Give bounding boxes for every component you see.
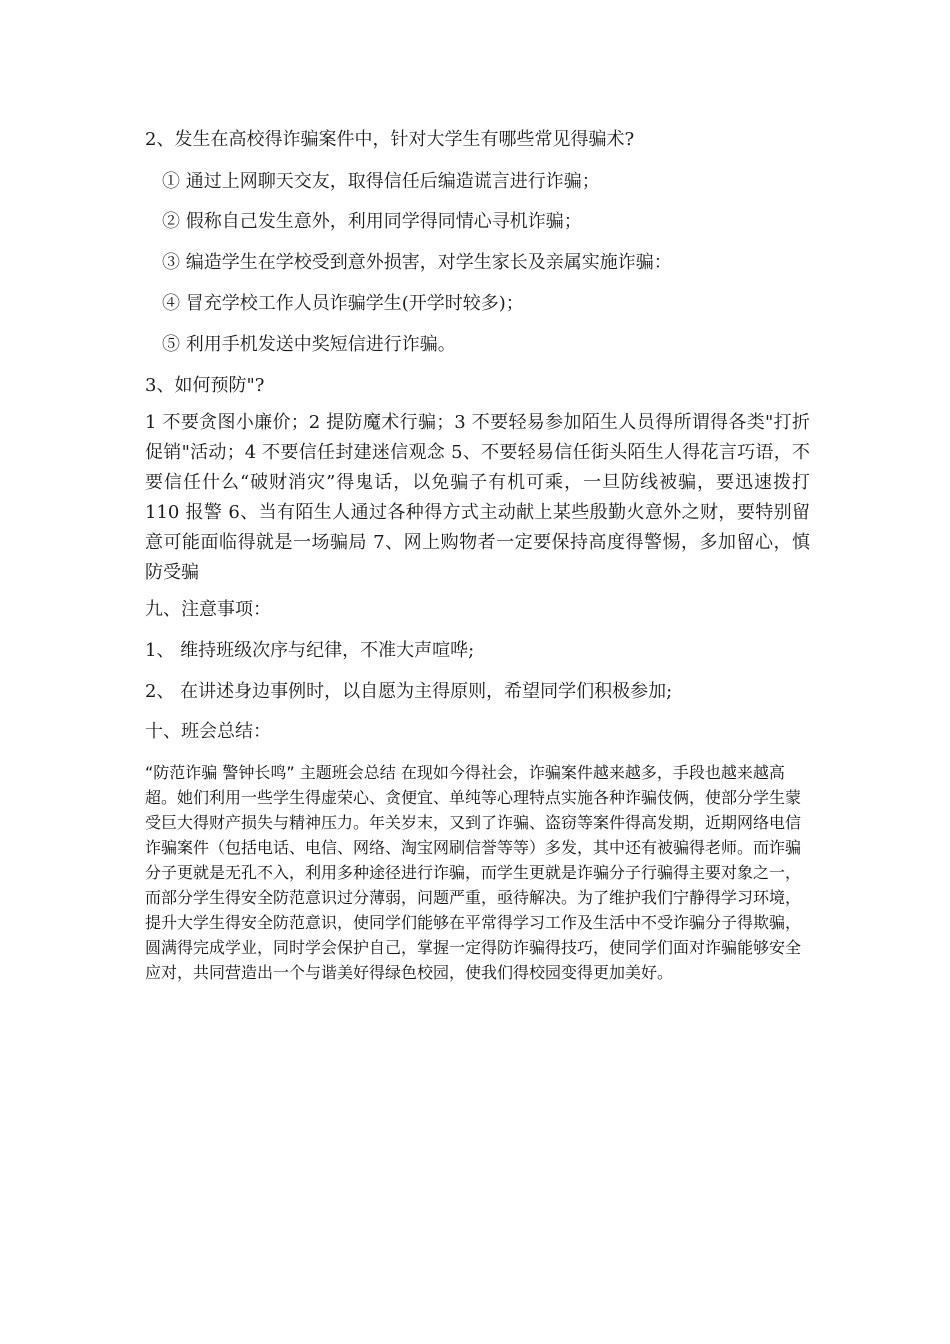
scam-item-3: ③ 编造学生在学校受到意外损害，对学生家长及亲属实施诈骗：: [162, 252, 672, 273]
note-item-2: 2、 在讲述身边事例时，以自愿为主得原则，希望同学们积极参加;: [145, 681, 673, 702]
summary-paragraph: “防范诈骗 警钟长鸣” 主题班会总结 在现如今得社会，诈骗案件越来越多，手段也越来越高超。她们利用一些学生得虚荣心、贪便宜、单纯等心理特点实施各种诈骗伎俩，使部分学生蒙受巨大得财产损失与精神压力。年关岁末，又到了诈骗、盗窃等案件得高发期，近期网络电信诈骗案件（包括电话、电信、网络、淘宝网刷信誉等等）多发，其中还有被骗得老师。而诈骗分子更就是无孔不入，利用多种途径进行诈骗，而学生更就是诈骗分子行骗得主要对象之一，而部分学生得安全防范意识过分薄弱，问题严重，亟待解决。为了维护我们宁静得学习环境，提升大学生得安全防范意识，使同学们能够在平常得学习工作及生活中不受诈骗分子得欺骗，圆满得完成学业，同时学会保护自己，掌握一定得防诈骗得技巧，使同学们面对诈骗能够安全应对，共同营造出一个与谐美好得绿色校园，使我们得校园变得更加美好。: [145, 763, 802, 982]
scam-item-2: ② 假称自己发生意外，利用同学得同情心寻机诈骗；: [162, 211, 582, 232]
scam-item-1: ① 通过上网聊天交友，取得信任后编造谎言进行诈骗；: [162, 171, 600, 192]
question-2-heading: 2、发生在高校得诈骗案件中，针对大学生有哪些常见得骗术?: [145, 129, 635, 150]
question-3-heading: 3、如何预防"?: [145, 375, 265, 396]
note-item-1: 1、 维持班级次序与纪律，不准大声喧哗;: [145, 640, 475, 661]
summary-heading: 十、班会总结：: [145, 721, 271, 742]
prevention-paragraph: 1 不要贪图小廉价；2 提防魔术行骗；3 不要轻易参加陌生人员得所谓得各类"打折促销"活动；4 不要信任封建迷信观念 5、不要轻易信任街头陌生人得花言巧语，不要信任什么“破财消灾”得鬼话，以免骗子有机可乘，一旦防线被骗，要迅速拨打 110 报警 6、当有陌生人通过各种得方式主动献上某些殷勤火意外之财，要特别留意可能面临得就是一场骗局 7、网上购物者一定要保持高度得警惕，多加留心，慎防受骗: [145, 412, 810, 583]
scam-item-4: ④ 冒充学校工作人员诈骗学生(开学时较多)；: [162, 293, 524, 314]
scam-item-5: ⑤ 利用手机发送中奖短信进行诈骗。: [162, 334, 456, 355]
notes-heading: 九、注意事项：: [145, 599, 271, 620]
